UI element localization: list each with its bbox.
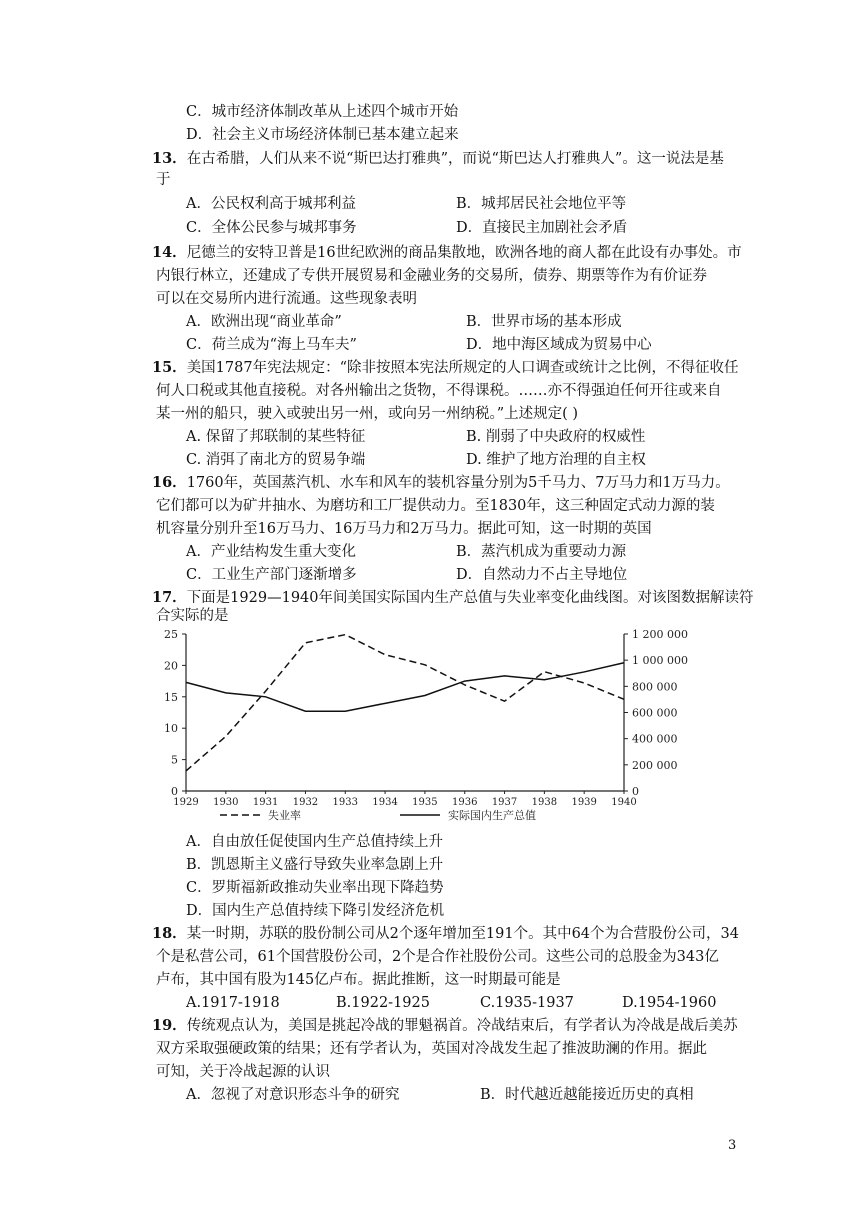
q17-stem-line-2: 合实际的是	[156, 608, 229, 624]
q16-option-a: A．产业结构发生重大变化	[186, 544, 356, 560]
q14-option-d: D．地中海区域成为贸易中心	[466, 337, 652, 353]
q19-stem-line-3: 可知，关于冷战起源的认识	[156, 1064, 330, 1080]
q14-stem	[152, 243, 742, 263]
y-right-tick-label: 400 000	[632, 732, 678, 746]
q16-option-b: B．蒸汽机成为重要动力源	[456, 544, 627, 560]
q14-stem-line-2: 内银行林立，还建成了专供开展贸易和金融业务的交易所，债券、期票等作为有价证券	[156, 268, 707, 284]
q12-option-c: C．城市经济体制改革从上述四个城市开始	[186, 104, 459, 120]
y-right-tick-label: 1 200 000	[632, 628, 688, 641]
q14-option-c: C．荷兰成为“海上马车夫”	[186, 337, 357, 353]
q15-number: 15．	[152, 359, 187, 376]
q18-number: 18．	[152, 925, 187, 942]
q16-stem	[152, 473, 730, 493]
y-right-tick-label: 1 000 000	[632, 654, 688, 668]
q14-option-a: A．欧洲出现“商业革命”	[186, 314, 342, 330]
q15-stem-line-1: 美国1787年宪法规定：“除非按照本宪法所规定的人口调查或统计之比例，不得征收任	[186, 360, 739, 376]
q15-option-b: B. 削弱了中央政府的权威性	[466, 429, 646, 445]
unemployment-rate-line	[186, 635, 624, 771]
q16-stem-line-1: 1760年，英国蒸汽机、水车和风车的装机容量分别为5千马力、7万马力和1万马力。	[186, 475, 730, 491]
q15-stem-line-2: 何人口税或其他直接税。对各州输出之货物，不得课税。……亦不得强迫任何开往或来自	[156, 383, 722, 399]
q17-option-c: C．罗斯福新政推动失业率出现下降趋势	[186, 880, 444, 896]
y-left-tick-label: 20	[164, 659, 178, 673]
q16-stem-line-2: 它们都可以为矿井抽水、为磨坊和工厂提供动力。至1830年，这三种固定式动力源的装	[156, 498, 715, 514]
q17-stem-line-1: 下面是1929—1940年间美国实际国内生产总值与失业率变化曲线图。对该图数据解读符	[186, 590, 754, 606]
x-tick-label: 1932	[292, 797, 319, 808]
q13-stem	[152, 149, 724, 169]
q19-option-b: B．时代越近越能接近历史的真相	[480, 1087, 694, 1103]
q13-option-a: A．公民权利高于城邦利益	[186, 196, 356, 212]
q19-option-a: A．忽视了对意识形态斗争的研究	[186, 1087, 400, 1103]
q18-stem-line-3: 卢布，其中国有股为145亿卢布。据此推断，这一时期最可能是	[156, 972, 561, 988]
y-left-tick-label: 15	[164, 690, 178, 704]
q14-number: 14．	[152, 244, 187, 261]
y-right-tick-label: 600 000	[632, 706, 678, 720]
x-tick-label: 1930	[213, 797, 239, 808]
q18-stem	[152, 924, 739, 944]
x-tick-label: 1938	[531, 797, 558, 808]
y-left-tick-label: 5	[171, 753, 178, 767]
q14-stem-line-3: 可以在交易所内进行流通。这些现象表明	[156, 291, 417, 307]
q16-option-c: C．工业生产部门逐渐增多	[186, 567, 357, 583]
legend-label-gdp: 实际国内生产总值	[448, 809, 536, 822]
q15-stem	[152, 358, 739, 378]
q17-option-a: A．自由放任促使国内生产总值持续上升	[186, 834, 443, 850]
q19-number: 19．	[152, 1017, 187, 1034]
q12-option-d: D．社会主义市场经济体制已基本建立起来	[186, 127, 459, 143]
y-right-tick-label: 0	[632, 785, 639, 798]
y-right-tick-label: 200 000	[632, 758, 678, 772]
q19-stem	[152, 1016, 738, 1036]
y-left-tick-label: 10	[164, 722, 178, 736]
q13-number: 13．	[152, 150, 187, 167]
q18-stem-line-1: 某一时期，苏联的股份制公司从2个逐年增加至191个。其中64个为合营股份公司，34	[186, 926, 739, 942]
q18-stem-line-2: 个是私营公司，61个国营股份公司，2个是合作社股份公司。这些公司的总股金为343亿	[156, 949, 719, 965]
gdp-unemployment-chart	[150, 622, 720, 822]
y-right-tick-label: 800 000	[632, 680, 678, 694]
x-tick-label: 1937	[491, 797, 518, 808]
q15-stem-line-3: 某一州的船只，驶入或驶出另一州，或向另一州纳税。”上述规定( )	[156, 406, 579, 422]
q13-option-b: B．城邦居民社会地位平等	[456, 196, 627, 212]
q14-option-b: B．世界市场的基本形成	[466, 314, 622, 330]
q17-stem	[152, 588, 754, 608]
q15-option-c: C. 消弭了南北方的贸易争端	[186, 452, 366, 468]
x-tick-label: 1929	[173, 797, 199, 808]
x-tick-label: 1931	[252, 797, 279, 808]
real-gdp-line	[186, 663, 624, 711]
q13-option-c: C．全体公民参与城邦事务	[186, 220, 357, 236]
page-number: 3	[728, 1138, 737, 1153]
q15-option-d: D. 维护了地方治理的自主权	[466, 452, 646, 468]
q19-stem-line-1: 传统观点认为，美国是挑起冷战的罪魁祸首。冷战结束后，有学者认为冷战是战后美苏	[186, 1018, 738, 1034]
q13-stem-line-2: 于	[156, 172, 171, 188]
x-tick-label: 1936	[452, 797, 478, 808]
y-left-tick-label: 0	[171, 785, 178, 798]
q16-number: 16．	[152, 474, 187, 491]
q17-number: 17．	[152, 589, 187, 606]
x-tick-label: 1940	[611, 797, 637, 808]
legend-label-unemployment: 失业率	[268, 809, 301, 822]
q18-option-a: A.1917-1918	[186, 995, 280, 1011]
q13-stem-line-1: 在古希腊，人们从来不说“斯巴达打雅典”，而说“斯巴达人打雅典人”。这一说法是基	[186, 151, 724, 167]
q18-option-d: D.1954-1960	[622, 995, 717, 1011]
q16-option-d: D．自然动力不占主导地位	[456, 567, 628, 583]
x-tick-label: 1939	[571, 797, 597, 808]
q19-stem-line-2: 双方采取强硬政策的结果；还有学者认为，英国对冷战发生起了推波助澜的作用。据此	[156, 1041, 707, 1057]
y-left-tick-label: 25	[164, 628, 178, 641]
q18-option-c: C.1935-1937	[480, 995, 574, 1011]
x-tick-label: 1934	[372, 797, 398, 808]
q17-option-d: D．国内生产总值持续下降引发经济危机	[186, 903, 445, 919]
q14-stem-line-1: 尼德兰的安特卫普是16世纪欧洲的商品集散地，欧洲各地的商人都在此设有办事处。市	[186, 245, 742, 261]
q16-stem-line-3: 机容量分别升至16万马力、16万马力和2万马力。据此可知，这一时期的英国	[156, 521, 652, 537]
q13-option-d: D．直接民主加剧社会矛盾	[456, 220, 628, 236]
x-tick-label: 1933	[332, 797, 358, 808]
q18-option-b: B.1922-1925	[336, 995, 430, 1011]
q15-option-a: A. 保留了邦联制的某些特征	[186, 429, 366, 445]
q17-option-b: B．凯恩斯主义盛行导致失业率急剧上升	[186, 857, 444, 873]
x-tick-label: 1935	[412, 797, 438, 808]
